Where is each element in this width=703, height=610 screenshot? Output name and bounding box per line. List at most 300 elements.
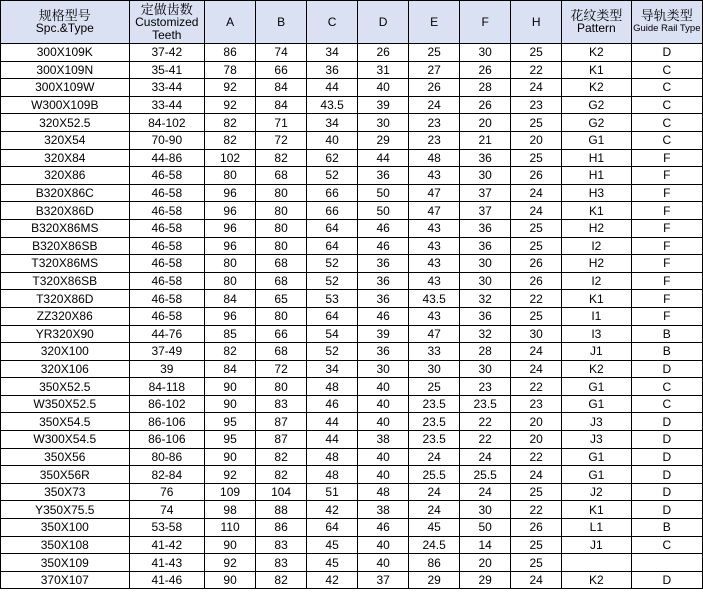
cell-f: 30 bbox=[460, 501, 511, 519]
cell-spec: T320X86SB bbox=[1, 272, 130, 290]
cell-rail: F bbox=[631, 307, 702, 325]
cell-pattern: I2 bbox=[562, 272, 631, 290]
cell-f: 26 bbox=[460, 61, 511, 79]
cell-spec: B320X86D bbox=[1, 202, 130, 220]
cell-pattern: K2 bbox=[562, 44, 631, 62]
cell-b: 80 bbox=[256, 237, 307, 255]
cell-b: 65 bbox=[256, 290, 307, 308]
cell-b: 88 bbox=[256, 501, 307, 519]
cell-f: 28 bbox=[460, 343, 511, 361]
cell-h: 25 bbox=[511, 44, 562, 62]
table-row bbox=[1, 501, 703, 519]
cell-d: 26 bbox=[358, 44, 409, 62]
cell-h: 25 bbox=[511, 114, 562, 132]
table-row bbox=[1, 202, 703, 220]
cell-teeth: 84-118 bbox=[129, 378, 205, 396]
cell-pattern: I3 bbox=[562, 325, 631, 343]
cell-e: 24 bbox=[409, 96, 460, 114]
cell-h: 24 bbox=[511, 184, 562, 202]
cell-spec: 320X54 bbox=[1, 131, 130, 149]
cell-h: 25 bbox=[511, 307, 562, 325]
cell-h: 25 bbox=[511, 219, 562, 237]
table-row bbox=[1, 44, 703, 62]
cell-b: 71 bbox=[256, 114, 307, 132]
header-pattern: 花纹类型 Pattern bbox=[562, 1, 631, 44]
cell-rail: C bbox=[631, 536, 702, 554]
cell-rail: D bbox=[631, 571, 702, 589]
cell-pattern: G2 bbox=[562, 114, 631, 132]
cell-c: 52 bbox=[307, 343, 358, 361]
cell-teeth: 46-58 bbox=[129, 202, 205, 220]
cell-e: 24 bbox=[409, 448, 460, 466]
cell-pattern: L1 bbox=[562, 519, 631, 537]
cell-b: 68 bbox=[256, 272, 307, 290]
cell-rail: D bbox=[631, 483, 702, 501]
cell-e: 45 bbox=[409, 519, 460, 537]
cell-d: 30 bbox=[358, 360, 409, 378]
cell-teeth: 74 bbox=[129, 501, 205, 519]
cell-teeth: 46-58 bbox=[129, 219, 205, 237]
cell-rail: F bbox=[631, 255, 702, 273]
cell-d: 37 bbox=[358, 571, 409, 589]
cell-f: 32 bbox=[460, 290, 511, 308]
cell-c: 52 bbox=[307, 167, 358, 185]
cell-rail: D bbox=[631, 360, 702, 378]
cell-a: 85 bbox=[205, 325, 256, 343]
cell-spec: 370X107 bbox=[1, 571, 130, 589]
cell-rail: C bbox=[631, 395, 702, 413]
cell-pattern: H2 bbox=[562, 219, 631, 237]
cell-teeth: 41-46 bbox=[129, 571, 205, 589]
cell-spec: 300X109K bbox=[1, 44, 130, 62]
cell-teeth: 84-102 bbox=[129, 114, 205, 132]
cell-rail: D bbox=[631, 448, 702, 466]
cell-a: 96 bbox=[205, 307, 256, 325]
cell-d: 38 bbox=[358, 431, 409, 449]
cell-c: 34 bbox=[307, 44, 358, 62]
cell-pattern: G1 bbox=[562, 395, 631, 413]
cell-pattern: G1 bbox=[562, 378, 631, 396]
cell-rail: D bbox=[631, 501, 702, 519]
cell-teeth: 37-49 bbox=[129, 343, 205, 361]
cell-b: 80 bbox=[256, 307, 307, 325]
cell-f: 37 bbox=[460, 184, 511, 202]
cell-pattern: J1 bbox=[562, 536, 631, 554]
cell-c: 42 bbox=[307, 571, 358, 589]
cell-f: 22 bbox=[460, 431, 511, 449]
cell-spec: 320X84 bbox=[1, 149, 130, 167]
cell-c: 54 bbox=[307, 325, 358, 343]
cell-a: 98 bbox=[205, 501, 256, 519]
cell-pattern: K1 bbox=[562, 61, 631, 79]
cell-c: 52 bbox=[307, 255, 358, 273]
table-row bbox=[1, 114, 703, 132]
cell-d: 30 bbox=[358, 114, 409, 132]
cell-b: 80 bbox=[256, 184, 307, 202]
cell-teeth: 44-86 bbox=[129, 149, 205, 167]
cell-spec: B320X86C bbox=[1, 184, 130, 202]
header-teeth: 定做齿数 Customized Teeth bbox=[129, 1, 205, 44]
cell-b: 66 bbox=[256, 61, 307, 79]
cell-c: 45 bbox=[307, 554, 358, 572]
cell-h: 25 bbox=[511, 237, 562, 255]
cell-b: 82 bbox=[256, 448, 307, 466]
cell-f: 14 bbox=[460, 536, 511, 554]
cell-e: 26 bbox=[409, 79, 460, 97]
cell-a: 84 bbox=[205, 360, 256, 378]
cell-pattern: K1 bbox=[562, 290, 631, 308]
cell-d: 46 bbox=[358, 219, 409, 237]
cell-b: 87 bbox=[256, 413, 307, 431]
cell-h: 22 bbox=[511, 501, 562, 519]
cell-f: 30 bbox=[460, 44, 511, 62]
cell-h: 24 bbox=[511, 466, 562, 484]
cell-c: 64 bbox=[307, 237, 358, 255]
header-c: C bbox=[307, 1, 358, 44]
cell-teeth: 46-58 bbox=[129, 184, 205, 202]
cell-b: 82 bbox=[256, 466, 307, 484]
cell-h: 25 bbox=[511, 536, 562, 554]
cell-pattern: H2 bbox=[562, 255, 631, 273]
cell-b: 74 bbox=[256, 44, 307, 62]
cell-d: 40 bbox=[358, 378, 409, 396]
header-spec: 规格型号 Spc.&Type bbox=[1, 1, 130, 44]
cell-a: 95 bbox=[205, 431, 256, 449]
cell-e: 43 bbox=[409, 307, 460, 325]
header-d: D bbox=[358, 1, 409, 44]
cell-b: 87 bbox=[256, 431, 307, 449]
cell-e: 43 bbox=[409, 219, 460, 237]
cell-teeth: 41-43 bbox=[129, 554, 205, 572]
cell-c: 40 bbox=[307, 131, 358, 149]
cell-d: 40 bbox=[358, 536, 409, 554]
cell-pattern: G1 bbox=[562, 466, 631, 484]
cell-c: 44 bbox=[307, 413, 358, 431]
cell-e: 23.5 bbox=[409, 413, 460, 431]
cell-a: 110 bbox=[205, 519, 256, 537]
cell-f: 36 bbox=[460, 219, 511, 237]
cell-d: 36 bbox=[358, 343, 409, 361]
cell-teeth: 76 bbox=[129, 483, 205, 501]
cell-d: 40 bbox=[358, 395, 409, 413]
cell-rail: F bbox=[631, 167, 702, 185]
cell-b: 86 bbox=[256, 519, 307, 537]
cell-h: 26 bbox=[511, 519, 562, 537]
cell-c: 42 bbox=[307, 501, 358, 519]
cell-e: 86 bbox=[409, 554, 460, 572]
cell-spec: W300X54.5 bbox=[1, 431, 130, 449]
cell-e: 43 bbox=[409, 237, 460, 255]
cell-a: 82 bbox=[205, 114, 256, 132]
cell-spec: T320X86D bbox=[1, 290, 130, 308]
cell-e: 47 bbox=[409, 184, 460, 202]
cell-rail: F bbox=[631, 272, 702, 290]
cell-teeth: 86-102 bbox=[129, 395, 205, 413]
cell-f: 30 bbox=[460, 255, 511, 273]
cell-a: 90 bbox=[205, 395, 256, 413]
cell-c: 48 bbox=[307, 378, 358, 396]
cell-a: 82 bbox=[205, 131, 256, 149]
cell-a: 102 bbox=[205, 149, 256, 167]
cell-rail: C bbox=[631, 378, 702, 396]
cell-c: 44 bbox=[307, 431, 358, 449]
cell-h: 25 bbox=[511, 149, 562, 167]
table-row bbox=[1, 343, 703, 361]
header-row bbox=[1, 1, 703, 44]
cell-spec: 350X108 bbox=[1, 536, 130, 554]
cell-c: 64 bbox=[307, 307, 358, 325]
cell-a: 90 bbox=[205, 378, 256, 396]
cell-pattern: H1 bbox=[562, 167, 631, 185]
cell-d: 40 bbox=[358, 413, 409, 431]
table-row bbox=[1, 237, 703, 255]
cell-h: 25 bbox=[511, 554, 562, 572]
cell-pattern: K2 bbox=[562, 79, 631, 97]
cell-d: 44 bbox=[358, 149, 409, 167]
cell-c: 45 bbox=[307, 536, 358, 554]
cell-d: 46 bbox=[358, 237, 409, 255]
table-body bbox=[1, 44, 703, 589]
cell-f: 36 bbox=[460, 149, 511, 167]
cell-d: 46 bbox=[358, 519, 409, 537]
cell-rail: B bbox=[631, 325, 702, 343]
cell-b: 72 bbox=[256, 360, 307, 378]
cell-rail: F bbox=[631, 290, 702, 308]
cell-h: 25 bbox=[511, 483, 562, 501]
cell-pattern: H3 bbox=[562, 184, 631, 202]
cell-teeth: 80-86 bbox=[129, 448, 205, 466]
cell-d: 39 bbox=[358, 325, 409, 343]
cell-rail: F bbox=[631, 219, 702, 237]
table-row bbox=[1, 325, 703, 343]
cell-c: 64 bbox=[307, 519, 358, 537]
table-row bbox=[1, 184, 703, 202]
cell-spec: 300X109N bbox=[1, 61, 130, 79]
cell-b: 82 bbox=[256, 149, 307, 167]
cell-spec: W300X109B bbox=[1, 96, 130, 114]
cell-teeth: 82-84 bbox=[129, 466, 205, 484]
cell-teeth: 46-58 bbox=[129, 307, 205, 325]
cell-rail: C bbox=[631, 96, 702, 114]
cell-h: 24 bbox=[511, 571, 562, 589]
cell-a: 92 bbox=[205, 554, 256, 572]
cell-b: 84 bbox=[256, 96, 307, 114]
table-row bbox=[1, 79, 703, 97]
cell-h: 24 bbox=[511, 343, 562, 361]
cell-pattern: G1 bbox=[562, 448, 631, 466]
cell-h: 30 bbox=[511, 325, 562, 343]
header-h: H bbox=[511, 1, 562, 44]
cell-e: 23.5 bbox=[409, 395, 460, 413]
cell-rail: D bbox=[631, 431, 702, 449]
cell-h: 22 bbox=[511, 61, 562, 79]
cell-c: 48 bbox=[307, 448, 358, 466]
cell-b: 80 bbox=[256, 378, 307, 396]
cell-e: 43 bbox=[409, 272, 460, 290]
cell-d: 40 bbox=[358, 554, 409, 572]
cell-a: 80 bbox=[205, 255, 256, 273]
cell-spec: 320X52.5 bbox=[1, 114, 130, 132]
cell-f: 50 bbox=[460, 519, 511, 537]
cell-pattern: K2 bbox=[562, 360, 631, 378]
cell-f: 28 bbox=[460, 79, 511, 97]
cell-h: 20 bbox=[511, 131, 562, 149]
cell-teeth: 53-58 bbox=[129, 519, 205, 537]
cell-spec: 320X86 bbox=[1, 167, 130, 185]
cell-h: 22 bbox=[511, 290, 562, 308]
cell-b: 84 bbox=[256, 79, 307, 97]
cell-e: 30 bbox=[409, 360, 460, 378]
cell-pattern: J1 bbox=[562, 343, 631, 361]
cell-spec: Y350X75.5 bbox=[1, 501, 130, 519]
cell-spec: B320X86MS bbox=[1, 219, 130, 237]
table-row bbox=[1, 290, 703, 308]
cell-pattern bbox=[562, 554, 631, 572]
cell-f: 21 bbox=[460, 131, 511, 149]
cell-f: 24 bbox=[460, 483, 511, 501]
cell-c: 34 bbox=[307, 360, 358, 378]
cell-spec: 350X100 bbox=[1, 519, 130, 537]
cell-b: 68 bbox=[256, 255, 307, 273]
cell-c: 64 bbox=[307, 219, 358, 237]
cell-d: 36 bbox=[358, 167, 409, 185]
cell-e: 33 bbox=[409, 343, 460, 361]
cell-c: 44 bbox=[307, 79, 358, 97]
cell-a: 86 bbox=[205, 44, 256, 62]
cell-d: 50 bbox=[358, 184, 409, 202]
cell-f: 30 bbox=[460, 167, 511, 185]
cell-teeth: 46-58 bbox=[129, 255, 205, 273]
table-row bbox=[1, 431, 703, 449]
cell-d: 31 bbox=[358, 61, 409, 79]
cell-c: 53 bbox=[307, 290, 358, 308]
cell-f: 29 bbox=[460, 571, 511, 589]
cell-f: 23 bbox=[460, 378, 511, 396]
cell-e: 25 bbox=[409, 378, 460, 396]
cell-a: 82 bbox=[205, 343, 256, 361]
cell-b: 68 bbox=[256, 167, 307, 185]
cell-spec: W350X52.5 bbox=[1, 395, 130, 413]
cell-teeth: 46-58 bbox=[129, 272, 205, 290]
cell-c: 46 bbox=[307, 395, 358, 413]
cell-pattern: I2 bbox=[562, 237, 631, 255]
table-row bbox=[1, 519, 703, 537]
cell-rail: D bbox=[631, 413, 702, 431]
table-row bbox=[1, 360, 703, 378]
cell-f: 26 bbox=[460, 96, 511, 114]
cell-b: 104 bbox=[256, 483, 307, 501]
cell-e: 27 bbox=[409, 61, 460, 79]
cell-f: 23.5 bbox=[460, 395, 511, 413]
table-row bbox=[1, 307, 703, 325]
cell-spec: 320X100 bbox=[1, 343, 130, 361]
table-row bbox=[1, 378, 703, 396]
cell-d: 39 bbox=[358, 96, 409, 114]
cell-d: 40 bbox=[358, 79, 409, 97]
cell-f: 22 bbox=[460, 413, 511, 431]
cell-a: 109 bbox=[205, 483, 256, 501]
cell-f: 25.5 bbox=[460, 466, 511, 484]
header-b: B bbox=[256, 1, 307, 44]
cell-rail: F bbox=[631, 237, 702, 255]
cell-teeth: 46-58 bbox=[129, 290, 205, 308]
cell-d: 46 bbox=[358, 307, 409, 325]
cell-b: 72 bbox=[256, 131, 307, 149]
table-row bbox=[1, 448, 703, 466]
cell-rail: C bbox=[631, 79, 702, 97]
cell-e: 23 bbox=[409, 131, 460, 149]
cell-b: 68 bbox=[256, 343, 307, 361]
cell-teeth: 86-106 bbox=[129, 431, 205, 449]
cell-pattern: K2 bbox=[562, 571, 631, 589]
cell-c: 52 bbox=[307, 272, 358, 290]
cell-d: 48 bbox=[358, 483, 409, 501]
cell-h: 26 bbox=[511, 255, 562, 273]
cell-rail: D bbox=[631, 466, 702, 484]
cell-e: 24 bbox=[409, 501, 460, 519]
cell-e: 43 bbox=[409, 167, 460, 185]
cell-d: 38 bbox=[358, 501, 409, 519]
cell-a: 95 bbox=[205, 413, 256, 431]
cell-a: 96 bbox=[205, 219, 256, 237]
cell-pattern: J3 bbox=[562, 413, 631, 431]
table-row bbox=[1, 167, 703, 185]
cell-h: 26 bbox=[511, 167, 562, 185]
cell-b: 83 bbox=[256, 554, 307, 572]
table-row bbox=[1, 96, 703, 114]
cell-teeth: 39 bbox=[129, 360, 205, 378]
cell-e: 29 bbox=[409, 571, 460, 589]
header-e: E bbox=[409, 1, 460, 44]
cell-rail bbox=[631, 554, 702, 572]
table-row bbox=[1, 413, 703, 431]
cell-d: 36 bbox=[358, 290, 409, 308]
cell-b: 83 bbox=[256, 536, 307, 554]
cell-spec: 350X56R bbox=[1, 466, 130, 484]
table-row bbox=[1, 536, 703, 554]
cell-b: 82 bbox=[256, 571, 307, 589]
cell-pattern: J2 bbox=[562, 483, 631, 501]
cell-c: 48 bbox=[307, 466, 358, 484]
cell-e: 24 bbox=[409, 483, 460, 501]
cell-e: 24.5 bbox=[409, 536, 460, 554]
cell-a: 90 bbox=[205, 448, 256, 466]
cell-h: 22 bbox=[511, 448, 562, 466]
cell-c: 66 bbox=[307, 184, 358, 202]
cell-c: 51 bbox=[307, 483, 358, 501]
cell-c: 62 bbox=[307, 149, 358, 167]
cell-e: 23 bbox=[409, 114, 460, 132]
cell-a: 90 bbox=[205, 536, 256, 554]
cell-teeth: 86-106 bbox=[129, 413, 205, 431]
cell-teeth: 33-44 bbox=[129, 96, 205, 114]
cell-a: 92 bbox=[205, 466, 256, 484]
cell-d: 50 bbox=[358, 202, 409, 220]
cell-e: 43 bbox=[409, 255, 460, 273]
cell-spec: 350X56 bbox=[1, 448, 130, 466]
cell-spec: 350X73 bbox=[1, 483, 130, 501]
table-row bbox=[1, 255, 703, 273]
cell-a: 96 bbox=[205, 237, 256, 255]
cell-a: 84 bbox=[205, 290, 256, 308]
cell-pattern: I1 bbox=[562, 307, 631, 325]
table-row bbox=[1, 131, 703, 149]
cell-a: 96 bbox=[205, 202, 256, 220]
cell-h: 24 bbox=[511, 79, 562, 97]
cell-pattern: K1 bbox=[562, 501, 631, 519]
cell-pattern: H1 bbox=[562, 149, 631, 167]
cell-rail: F bbox=[631, 184, 702, 202]
